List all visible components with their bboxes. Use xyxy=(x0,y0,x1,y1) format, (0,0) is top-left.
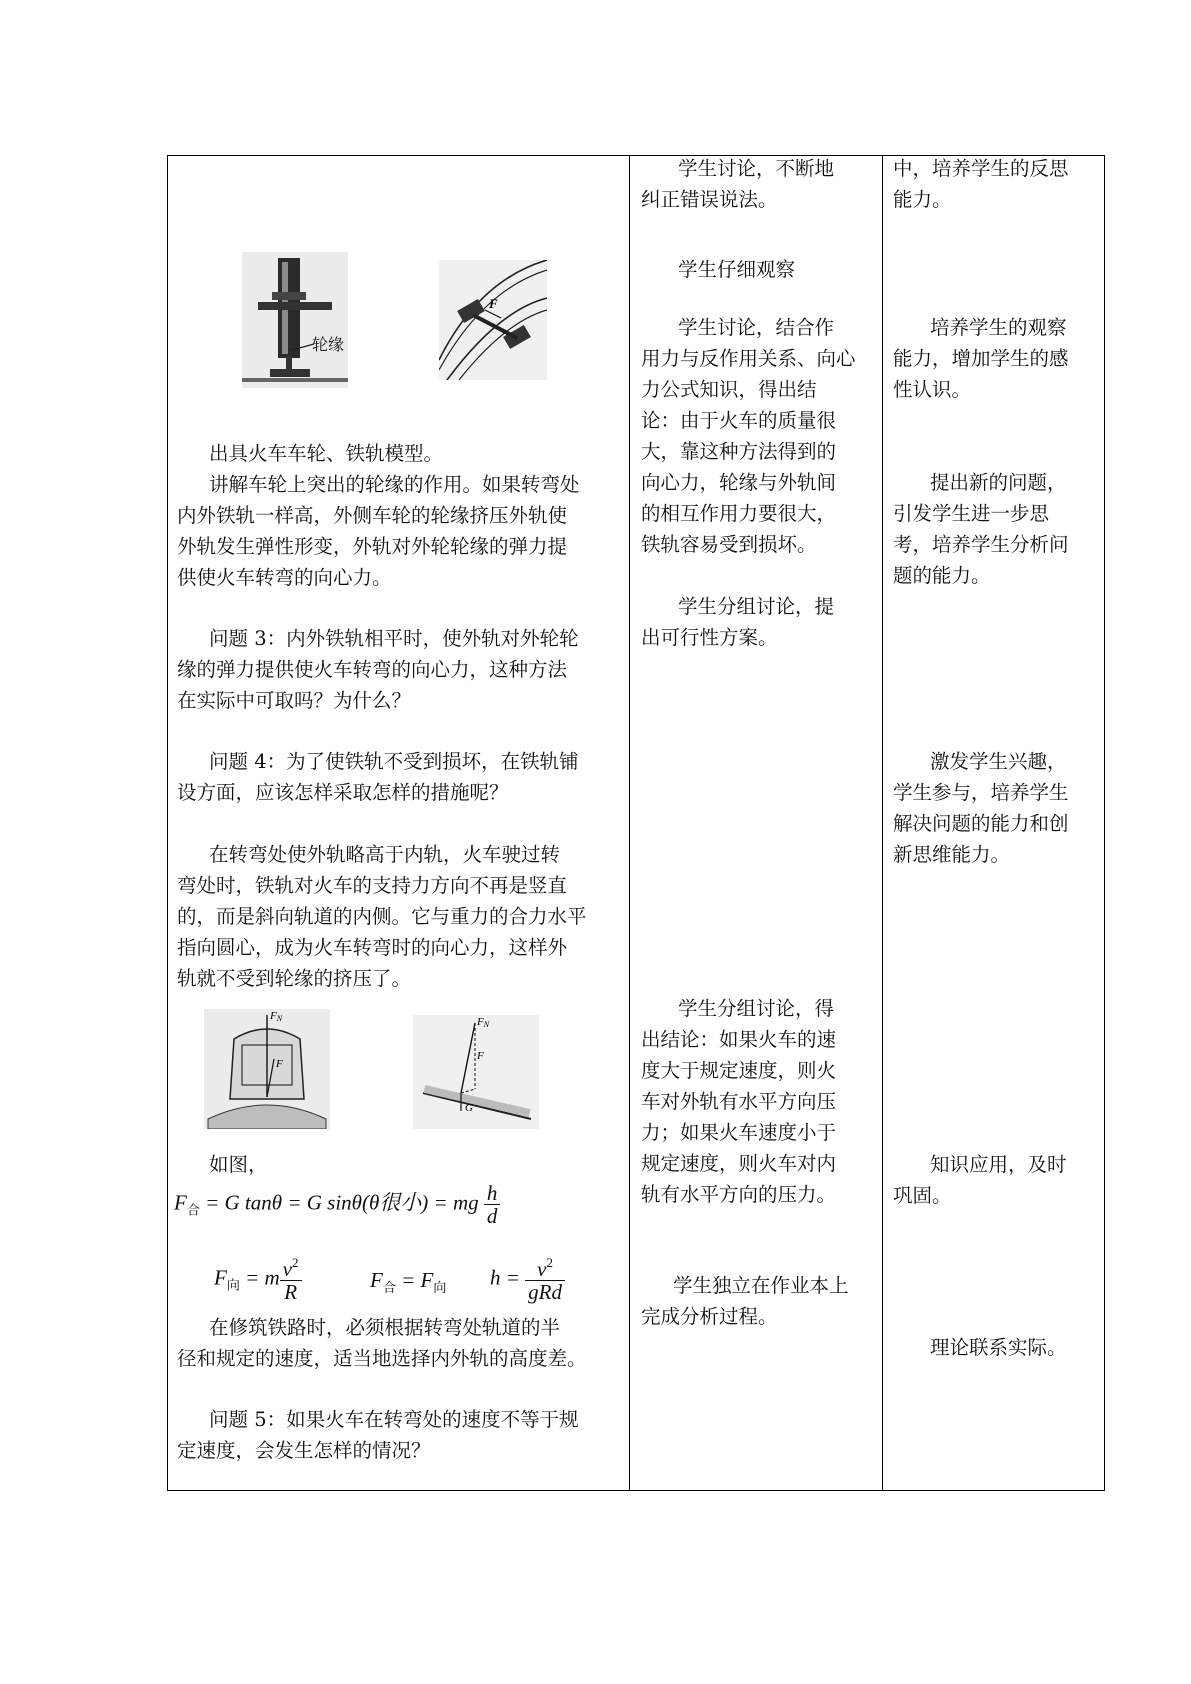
equation-height-difference: h = $\frac{v^2}{\text{gRd}}$ xyxy=(490,1256,565,1303)
student-activity-line: 纠正错误说法。 xyxy=(641,188,778,211)
student-activity-line: 大，靠这种方法得到的 xyxy=(641,440,837,463)
teacher-activity-column xyxy=(168,156,629,1490)
force-f-label: F xyxy=(489,296,498,311)
design-intent-line: 考，培养学生分析问 xyxy=(893,533,1069,556)
railway-design-line: 径和规定的速度，适当地选择内外轨的高度差。 xyxy=(177,1347,587,1370)
student-activity-line: 力；如果火车速度小于 xyxy=(641,1121,837,1144)
equation-force-equality: $F_合 = F_向$ xyxy=(370,1268,447,1296)
student-activity-line: 学生独立在作业本上 xyxy=(673,1274,849,1297)
student-activity-line: 学生讨论，不断地 xyxy=(678,157,835,180)
student-activity-line: 铁轨容易受到损坏。 xyxy=(641,533,817,556)
design-intent-line: 解决问题的能力和创 xyxy=(893,812,1069,835)
student-activity-line: 度大于规定速度，则火 xyxy=(641,1059,837,1082)
as-figure-text: 如图， xyxy=(209,1153,268,1176)
question-3-line: 缘的弹力提供使火车转弯的向心力，这种方法 xyxy=(177,658,568,681)
student-activity-line: 的相互作用力要很大， xyxy=(641,502,837,525)
design-intent-column xyxy=(884,156,1104,1490)
banking-explanation-line: 指向圆心，成为火车转弯时的向心力，这样外 xyxy=(177,936,568,959)
design-intent-line: 能力，增加学生的感 xyxy=(893,347,1069,370)
flange-explanation-line: 外轨发生弹性形变，外轨对外轮轮缘的弹力提 xyxy=(177,535,568,558)
model-intro-text: 出具火车车轮、铁轨模型。 xyxy=(209,442,444,465)
banking-explanation-line: 轨就不受到轮缘的挤压了。 xyxy=(177,967,412,990)
train-cross-section-figure xyxy=(204,1009,330,1129)
student-activity-line: 学生仔细观察 xyxy=(678,258,796,281)
design-intent-line: 学生参与，培养学生 xyxy=(893,781,1069,804)
design-intent-line: 巩固。 xyxy=(893,1184,952,1207)
banking-explanation-line: 弯处时，铁轨对火车的支持力方向不再是竖直 xyxy=(177,874,568,897)
student-activity-line: 车对外轨有水平方向压 xyxy=(641,1090,837,1113)
railway-design-line: 在修筑铁路时，必须根据转弯处轨道的半 xyxy=(209,1316,561,1339)
design-intent-line: 培养学生的观察 xyxy=(930,316,1067,339)
equation-resultant-force: $F_合 = G$ tanθ = G sinθ(θ很小) = mg $\frac{h}{d}$ xyxy=(174,1182,500,1227)
equation-centripetal-force: $F_向 = m$ $\frac{v^2}{R}$ xyxy=(214,1256,302,1303)
design-intent-line: 能力。 xyxy=(893,188,952,211)
student-activity-line: 出结论：如果火车的速 xyxy=(641,1028,837,1051)
flange-explanation-line: 供使火车转弯的向心力。 xyxy=(177,566,392,589)
student-activity-column xyxy=(631,156,882,1490)
flange-explanation-line: 内外铁轨一样高，外侧车轮的轮缘挤压外轨使 xyxy=(177,504,568,527)
wheel-flange-figure xyxy=(242,252,348,388)
design-intent-line: 题的能力。 xyxy=(893,564,991,587)
student-activity-line: 完成分析过程。 xyxy=(641,1305,778,1328)
g-label: G xyxy=(465,1102,473,1114)
design-intent-line: 引发学生进一步思 xyxy=(893,502,1050,525)
design-intent-line: 新思维能力。 xyxy=(893,843,1011,866)
student-activity-line: 规定速度，则火车对内 xyxy=(641,1152,837,1175)
student-activity-line: 学生分组讨论，提 xyxy=(678,595,835,618)
question-5-line: 问题 5：如果火车在转弯处的速度不等于规 xyxy=(209,1408,579,1431)
question-4-line: 问题 4：为了使铁轨不受到损坏，在铁轨铺 xyxy=(209,750,579,773)
flange-explanation-line: 讲解车轮上突出的轮缘的作用。如果转弯处 xyxy=(209,473,580,496)
f-label-1: F xyxy=(276,1058,283,1070)
curved-track-figure xyxy=(439,260,547,380)
student-activity-line: 学生分组讨论，得 xyxy=(678,997,835,1020)
question-3-line: 在实际中可取吗？为什么？ xyxy=(177,689,412,712)
student-activity-line: 出可行性方案。 xyxy=(641,626,778,649)
design-intent-line: 理论联系实际。 xyxy=(930,1336,1067,1359)
lesson-table xyxy=(167,155,1105,1491)
column-divider-2 xyxy=(882,156,883,1490)
design-intent-line: 性认识。 xyxy=(893,378,972,401)
question-3-line: 问题 3：内外铁轨相平时，使外轨对外轮轮 xyxy=(209,627,579,650)
banking-explanation-line: 的，而是斜向轨道的内侧。它与重力的合力水平 xyxy=(177,905,587,928)
f-label-2: F xyxy=(477,1050,484,1062)
design-intent-line: 中，培养学生的反思 xyxy=(893,157,1069,180)
design-intent-line: 提出新的问题， xyxy=(930,471,1067,494)
question-4-line: 设方面，应该怎样采取怎样的措施呢？ xyxy=(177,781,509,804)
column-divider-1 xyxy=(629,156,630,1490)
student-activity-line: 向心力，轮缘与外轨间 xyxy=(641,471,837,494)
fn-label-1: FN xyxy=(270,1010,283,1023)
design-intent-line: 知识应用，及时 xyxy=(930,1153,1067,1176)
student-activity-line: 用力与反作用关系、向心 xyxy=(641,347,856,370)
force-vector-figure xyxy=(413,1015,539,1129)
student-activity-line: 论：由于火车的质量很 xyxy=(641,409,837,432)
question-5-line: 定速度，会发生怎样的情况？ xyxy=(177,1439,431,1462)
banking-explanation-line: 在转弯处使外轨略高于内轨，火车驶过转 xyxy=(209,843,561,866)
student-activity-line: 学生讨论，结合作 xyxy=(678,316,835,339)
fn-label-2: FN xyxy=(477,1016,490,1029)
design-intent-line: 激发学生兴趣， xyxy=(930,750,1067,773)
student-activity-line: 力公式知识，得出结 xyxy=(641,378,817,401)
student-activity-line: 轨有水平方向的压力。 xyxy=(641,1183,837,1206)
wheel-flange-label: 轮缘 xyxy=(312,335,345,354)
